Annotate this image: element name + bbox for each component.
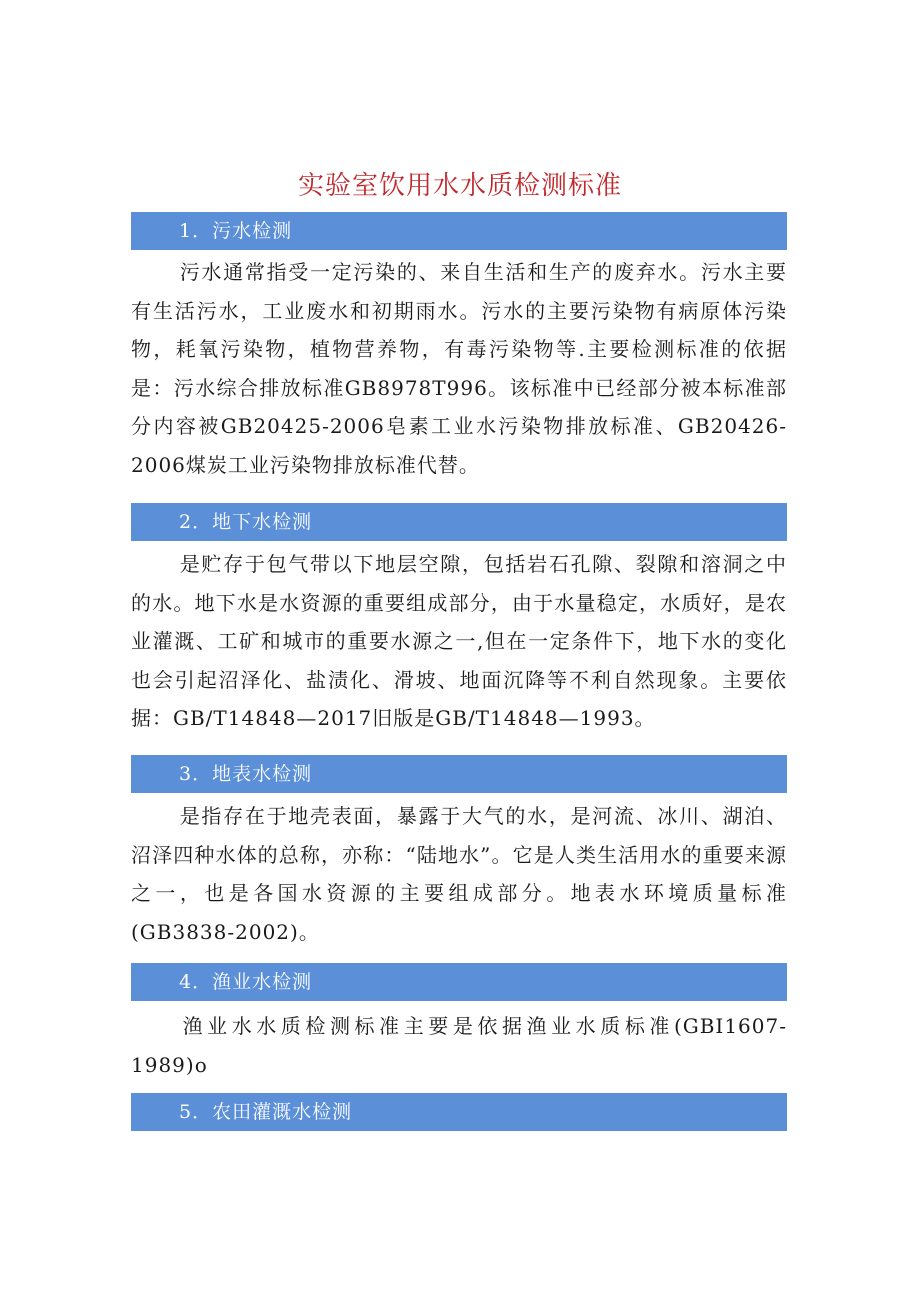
section-heading-wastewater: 1．污水检测 bbox=[131, 212, 787, 250]
document-title: 实验室饮用水水质检测标准 bbox=[297, 171, 622, 201]
section-text: 渔业水水质检测标准主要是依据渔业水质标准(GBI1607-1989)o bbox=[131, 1014, 787, 1077]
section-heading-irrigation-water: 5．农田灌溉水检测 bbox=[131, 1093, 787, 1131]
section-body-surface-water bbox=[131, 797, 787, 951]
section-body-wastewater bbox=[131, 253, 787, 484]
section-body-groundwater bbox=[131, 545, 787, 738]
section-heading-groundwater: 2．地下水检测 bbox=[131, 503, 787, 541]
section-heading-surface-water: 3．地表水检测 bbox=[131, 755, 787, 793]
section-body-fishery-water bbox=[131, 1007, 787, 1084]
section-text: 是贮存于包气带以下地层空隙，包括岩石孔隙、裂隙和溶洞之中的水。地下水是水资源的重要组成部分，由于水量稳定，水质好，是农业灌溉、工矿和城市的重要水源之一,但在一定条件下，地下水的变化也会引起沼泽化、盐渍化、滑坡、地面沉降等不利自然现象。主要依据：GB/T14848—2017旧版是GB/T14848—1993。 bbox=[131, 552, 787, 730]
section-heading-fishery-water: 4．渔业水检测 bbox=[131, 963, 787, 1001]
section-text: 污水通常指受一定污染的、来自生活和生产的废弃水。污水主要有生活污水，工业废水和初期雨水。污水的主要污染物有病原体污染物，耗氧污染物，植物营养物，有毒污染物等.主要检测标准的依据是：污水综合排放标准GB8978T996。该标准中已经部分被本标准部分内容被GB20425-2006皂素工业水污染物排放标准、GB20426-2006煤炭工业污染物排放标准代替。 bbox=[131, 260, 787, 477]
section-text: 是指存在于地壳表面，暴露于大气的水，是河流、冰川、湖泊、沼泽四种水体的总称，亦称：“陆地水”。它是人类生活用水的重要来源之一，也是各国水资源的主要组成部分。地表水环境质量标准(GB3838-2002)。 bbox=[131, 804, 787, 944]
